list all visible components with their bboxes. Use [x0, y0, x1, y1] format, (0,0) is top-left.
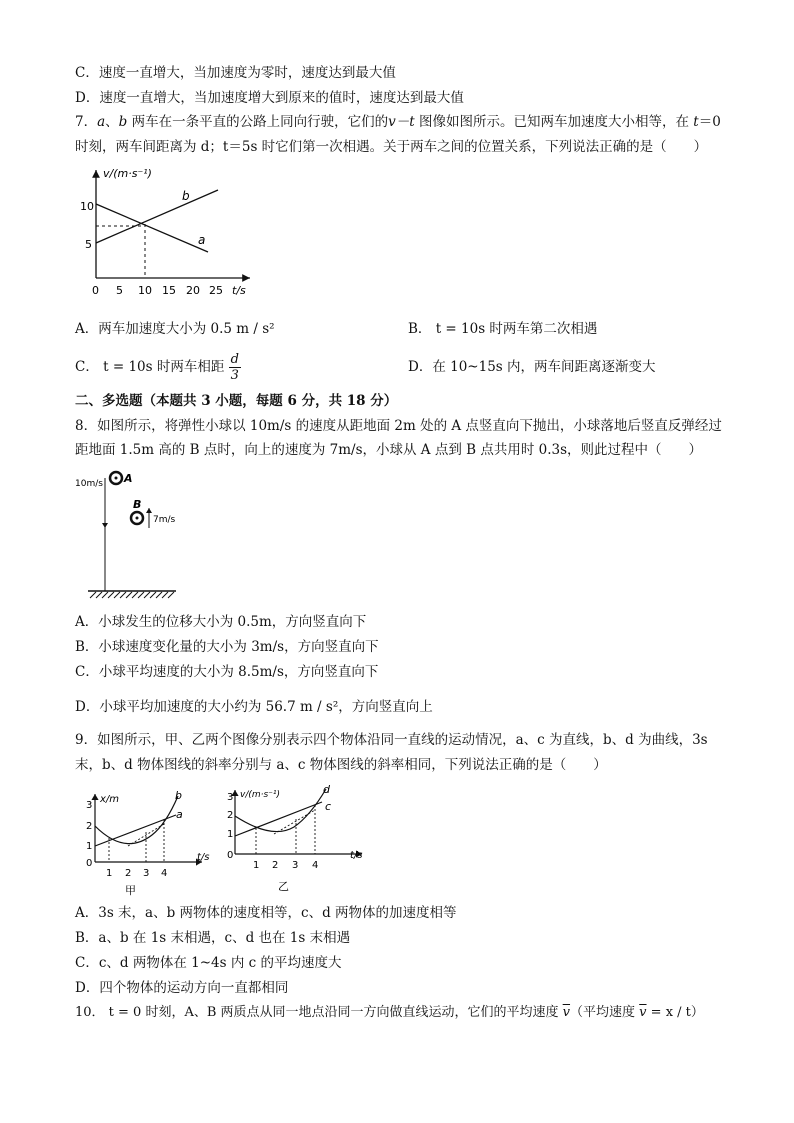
q9-graph-jia — [80, 784, 220, 900]
yi-xtick-3: 3 — [292, 860, 299, 871]
jia-xtick-2: 2 — [125, 868, 132, 879]
q7-label-a: a — [198, 233, 206, 247]
q10-vbar: $\overline{v}$ — [562, 1005, 571, 1020]
q7-y-label: v/(m·s⁻¹) — [103, 167, 152, 180]
q7-x-label: t/s — [232, 284, 246, 297]
q7-label-b: b — [182, 189, 190, 203]
jia-caption: 甲 — [125, 884, 136, 897]
q7-xtick-20: 20 — [186, 284, 200, 297]
jia-ytick-1: 1 — [86, 841, 93, 852]
jia-ytick-2: 2 — [86, 821, 93, 832]
q9-stem-line1: 9．如图所示，甲、乙两个图像分别表示四个物体沿同一直线的运动情况，a、c 为直线，b、d 为曲线，3s — [75, 732, 708, 748]
q7-vt-graph — [75, 160, 275, 300]
jia-y-label: x/m — [100, 794, 120, 805]
q7-ytick-10: 10 — [80, 200, 94, 213]
yi-xtick-1: 1 — [253, 860, 260, 871]
q8-label-b: B — [133, 498, 142, 511]
section-multiple-choice-heading: 二、多选题（本题共 3 小题，每题 6 分，共 18 分） — [75, 393, 398, 409]
q7-xtick-15: 15 — [162, 284, 176, 297]
q8-label-10ms: 10m/s — [75, 479, 103, 489]
q8-ball-figure — [72, 468, 182, 604]
q8-stem-line2: 距地面 1.5m 高的 B 点时，向上的速度为 7m/s，小球从 A 点到 B 点共用时 0.3s，则此过程中（ ） — [75, 442, 703, 458]
q9-stem-line2: 末，b、d 物体图线的斜率分别与 a、c 物体图线的斜率相同，下列说法正确的是（ ） — [75, 757, 607, 773]
jia-label-b: b — [175, 789, 182, 802]
jia-ytick-0: 0 — [86, 858, 93, 869]
yi-label-d: d — [323, 783, 330, 796]
yi-x-label: t/s — [350, 850, 363, 861]
jia-xtick-3: 3 — [143, 868, 150, 879]
yi-ytick-1: 1 — [227, 829, 234, 840]
q7-option-a: A．两车加速度大小为 0.5 m / s² — [75, 321, 275, 337]
jia-label-a: a — [176, 808, 183, 821]
q8-label-7ms: 7m/s — [153, 515, 176, 525]
q7-line-a — [96, 204, 208, 252]
jia-x-label: t/s — [197, 852, 210, 863]
q8-option-a: A．小球发生的位移大小为 0.5m，方向竖直向下 — [75, 614, 367, 630]
q6-option-d: D．速度一直增大，当加速度增大到原来的值时，速度达到最大值 — [75, 90, 464, 106]
q6-option-c: C．速度一直增大，当加速度为零时，速度达到最大值 — [75, 65, 396, 81]
yi-ytick-2: 2 — [227, 810, 234, 821]
q10-stem-line1: 10． t = 0 时刻，A、B 两质点从同一地点沿同一方向做直线运动，它们的平均速度 $\overline{v}$（平均速度 $\overline{v} = x / t$） — [75, 1005, 704, 1020]
q7-xtick-5: 5 — [116, 284, 123, 297]
jia-xtick-4: 4 — [161, 868, 168, 879]
yi-caption: 乙 — [278, 880, 289, 893]
q9-graph-yi — [222, 782, 370, 900]
q7-option-c-fraction: $\frac{d}{3}$ — [230, 352, 239, 383]
q8-stem-line1: 8．如图所示，将弹性小球以 10m/s 的速度从距地面 2m 处的 A 点竖直向下抛出，小球落地后竖直反弹经过 — [75, 418, 722, 434]
jia-xtick-1: 1 — [106, 868, 113, 879]
q9-option-d: D．四个物体的运动方向一直都相同 — [75, 980, 289, 996]
q8-label-a: A — [124, 472, 133, 485]
yi-label-c: c — [325, 800, 332, 813]
q8-option-c: C．小球平均速度的大小为 8.5m/s，方向竖直向下 — [75, 664, 379, 680]
yi-xtick-2: 2 — [272, 860, 279, 871]
q10-vbar-2: $\overline{v}$ — [639, 1005, 647, 1020]
jia-ytick-3: 3 — [86, 800, 93, 811]
yi-ytick-0: 0 — [227, 850, 234, 861]
yi-y-label: v/(m·s⁻¹) — [240, 790, 281, 800]
q7-stem-line2: 时刻，两车间距离为 d；t＝5s 时它们第一次相遇。关于两车之间的位置关系，下列说法正确的是（ ） — [75, 139, 708, 155]
q9-option-b: B．a、b 在 1s 末相遇，c、d 也在 1s 末相遇 — [75, 930, 351, 946]
q7-option-d: D．在 10~15s 内，两车间距离逐渐变大 — [408, 359, 656, 375]
q8-option-d: D．小球平均加速度的大小约为 56.7 m / s²，方向竖直向上 — [75, 699, 433, 715]
q7-option-b: B． t = 10s 时两车第二次相遇 — [408, 321, 598, 337]
q7-option-c: C． t = 10s 时两车相距 $\frac{d}{3}$ — [75, 352, 239, 383]
yi-ytick-3: 3 — [227, 792, 234, 803]
q9-option-c: C．c、d 两物体在 1~4s 内 c 的平均速度大 — [75, 955, 342, 971]
yi-xtick-4: 4 — [312, 860, 319, 871]
q7-ytick-5: 5 — [85, 238, 92, 251]
q7-xtick-10: 10 — [138, 284, 152, 297]
q7-xtick-0: 0 — [92, 284, 99, 297]
q9-option-a: A．3s 末，a、b 两物体的速度相等，c、d 两物体的加速度相等 — [75, 905, 457, 921]
q7-xtick-25: 25 — [209, 284, 223, 297]
q8-option-b: B．小球速度变化量的大小为 3m/s，方向竖直向下 — [75, 639, 379, 655]
q7-stem-line1: 7．a、b 两车在一条平直的公路上同向行驶，它们的v－t 图像如图所示。已知两车加速度大小相等，在 t＝0 — [75, 114, 721, 130]
